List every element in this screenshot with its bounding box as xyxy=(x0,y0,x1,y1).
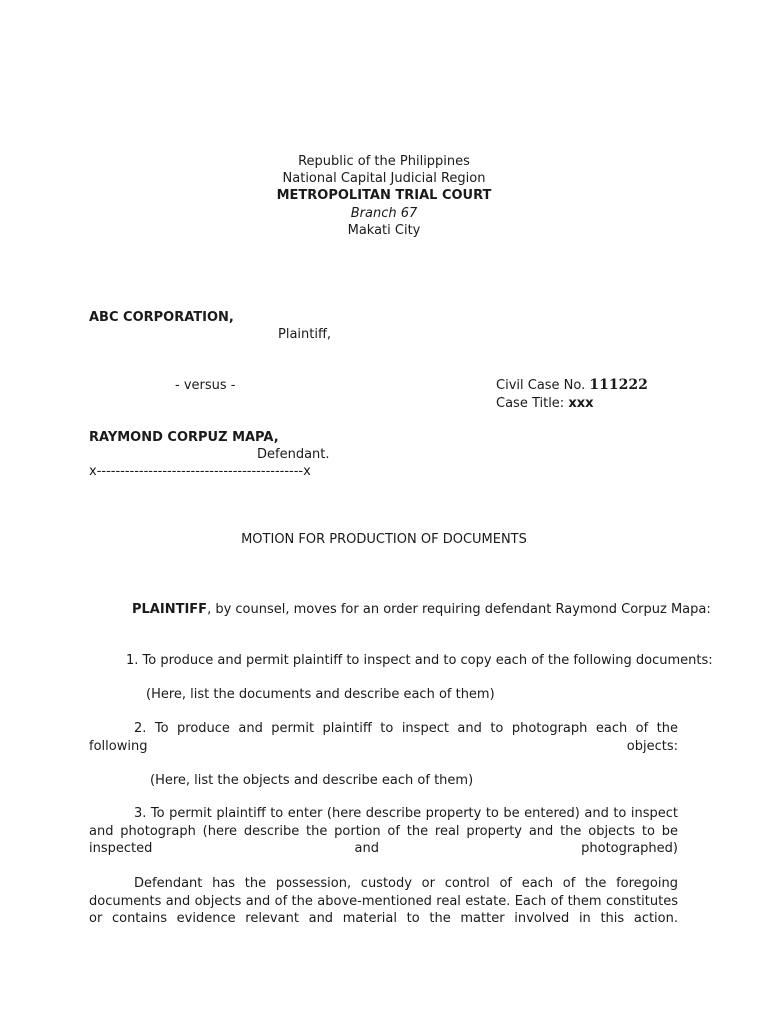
header-branch: Branch 67 xyxy=(350,206,418,221)
motion-title: MOTION FOR PRODUCTION OF DOCUMENTS xyxy=(241,532,527,547)
header-region: National Capital Judicial Region xyxy=(282,171,486,186)
item-1-note: (Here, list the documents and describe each of them) xyxy=(146,687,495,702)
intro-plaintiff: PLAINTIFF xyxy=(132,602,208,617)
plaintiff-name: ABC CORPORATION, xyxy=(89,310,234,325)
versus-text: - versus - xyxy=(175,378,236,393)
header-court: METROPOLITAN TRIAL COURT xyxy=(276,188,492,203)
case-title-label: Case Title: xyxy=(496,396,565,411)
header-city: Makati City xyxy=(347,223,421,238)
item-3: 3. To permit plaintiff to enter (here describe property to be entered) and to inspect and photograph (here describe the portion of the real property and the objects to be inspected and photographed) xyxy=(89,806,678,856)
intro-paragraph xyxy=(132,601,711,618)
defendant-name: RAYMOND CORPUZ MAPA, xyxy=(89,430,279,445)
case-title xyxy=(496,395,593,412)
case-no-label: Civil Case No. xyxy=(496,378,586,393)
caption-separator: x--------------------------------------------x xyxy=(89,464,311,479)
plaintiff-role: Plaintiff, xyxy=(278,327,332,342)
case-title-value: xxx xyxy=(568,396,594,411)
civil-case-number xyxy=(496,377,648,394)
case-no-value: 111222 xyxy=(589,377,648,393)
item-2: 2. To produce and permit plaintiff to inspect and to photograph each of the following objects: xyxy=(89,721,678,754)
header-republic: Republic of the Philippines xyxy=(298,154,470,169)
intro-text: , by counsel, moves for an order requiring defendant Raymond Corpuz Mapa: xyxy=(207,602,711,617)
item-2-note: (Here, list the objects and describe each of them) xyxy=(150,773,474,788)
item-1: 1. To produce and permit plaintiff to inspect and to copy each of the following documents: xyxy=(126,653,713,668)
defendant-role: Defendant. xyxy=(257,447,330,462)
closing-paragraph: Defendant has the possession, custody or control of each of the foregoing documents and objects and of the above-mentioned real estate. Each of them constitutes or contains evidence relevant and material to the matter involved in this action. xyxy=(89,876,678,926)
